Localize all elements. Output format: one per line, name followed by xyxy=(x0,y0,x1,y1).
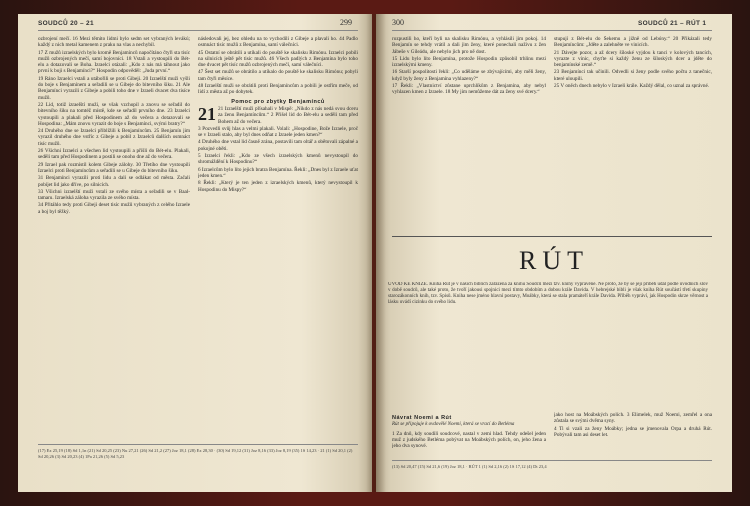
verse-paragraph: 6 Izraelcům bylo líto jejich bratra Benjamína. Řekli: „Dnes byl z Izraele uťat jeden kmen.“ xyxy=(198,166,358,179)
right-running-head: SOUDCŮ 21 – RÚT 1 xyxy=(638,20,707,27)
verse-paragraph xyxy=(198,103,358,125)
header-rule xyxy=(392,30,712,31)
verse-paragraph: 21 Dávejte pozor, a až dcery šíloské vyjdou k tanci v kolových tancích, vyrazte z vinic, chyťte si každý ženu ze šíloských dcer a jděte do benjamínské země.“ xyxy=(554,49,712,69)
verse-paragraph: 47 Šest set mužů se obrátilo a utíkalo do pouště ke skalisku Rimónu; pobyli tam čtyři měsíce. xyxy=(198,69,358,82)
verse-paragraph: následovali jej, bez ohledu na to vychodili z Gibeje a plavali ho. 44 Padlo osmnáct tisíc mužů z Benjamína, samí válečníci. xyxy=(198,36,358,49)
footnote-rule xyxy=(392,460,712,461)
right-page xyxy=(376,14,732,492)
book-introduction: ÚVOD KE KNIZE. Kniha Rút je v našich biblích zařazena za knihu Soudců mezi tzv. knihy vyprávěné. Ne proto, že by se její příběh udál podle úvodních slov v době soudců, ale také proto, že tvoří jakousi spojnici mezi tímto obdobím a dobou krále Davida. V hebrejské bibli je však kniha Rút součástí třetí skupiny starozákonních knih, tzv. Spisů. Kniha nese jméno hlavní postavy, Moábky, která se stala pramáteří krále Davida. Příběh vypráví, jak Hospodin skrze věrnost a lásku uvádí cizinku do svého lidu. xyxy=(388,282,708,305)
verse-paragraph: 5 Izraelci řekli: „Kdo ze všech izraelských kmenů nevystoupil do shromáždění k Hospodinu?“ xyxy=(198,153,358,166)
section-heading: Pomoc pro zbytky Benjamínců xyxy=(231,98,325,105)
right-footnotes: (13) Sd 20,47 (15) Sd 21,6 (19) Joz 18,1 · RÚT 1 (1) Sd 2,16 (2) 1S 17,12 (4) Dt 23,4 xyxy=(392,464,547,469)
verse-paragraph: 29 Izrael pak rozmístil kolem Gibeje zálohy. 30 Třetího dne vystoupili Izraelci proti Benjamíncům a seřadili se u Gibeje do bitevního šiku. xyxy=(38,161,190,174)
header-rule xyxy=(38,30,358,31)
verse-paragraph: 4 Druhého dne vstal lid časně zrána, postavili tam oltář a obětovali zápalné a pokojné oběti. xyxy=(198,139,358,152)
verse-paragraph: ozbrojení mečí. 16 Mezi těmito lidmi bylo sedm set vybraných levákú; každý z nich metal kamenem z praku na vlas a nechybil. xyxy=(38,36,190,49)
section-heading: Návrat Noemi a Rút xyxy=(392,415,452,421)
book-gutter xyxy=(366,14,386,492)
right-column-2 xyxy=(554,36,712,232)
verse-paragraph: 17 Z mužů izraelských bylo kromě Benjamínců napočítáno čtyři sta tisíc mužů ozbrojených mečí, samí bojovníci. 18 Vstali a vystoupili do Bét-elu a dotazovali se Boha. Izraelci otázali: „Kdo z nás má táhnout jako první k boji s Benjamínci?“ Hospodin odpověděl: „Juda první.“ xyxy=(38,49,190,75)
verse-paragraph: 34 Přitáhlo tedy proti Gibeji deset tisíc mužů vybraných z celého Izraele a boj byl těžký. xyxy=(38,202,190,215)
book-title: RÚT xyxy=(519,246,589,275)
verse-paragraph: 26 Všichni Izraelci a všechen lid vystoupili a přišli do Bét-elu. Plakali, seděli tam před Hospodinem a postili se onoho dne až do večera. xyxy=(38,148,190,161)
right-column-4 xyxy=(554,412,712,454)
verse-paragraph: 23 Benjamínci tak učinili. Odvedli si ženy podle svého počtu z tanečnic, které uloupili. xyxy=(554,69,712,82)
verse-paragraph: 4 Ti si vzali za ženy Moábky; jedna se jmenovala Orpa a druhá Rút. Pobývali tam asi deset let. xyxy=(554,425,712,438)
left-page-number: 299 xyxy=(340,18,352,27)
book-divider xyxy=(392,236,712,237)
section-subtitle: Rút se připojuje k ovdovělé Noemi, která se vrací do Betléma xyxy=(392,422,515,428)
chapter-number: 21 xyxy=(198,103,216,124)
verse-paragraph: 25 V oněch dnech nebylo v Izraeli krále. Každý dělal, co uznal za správné. xyxy=(554,83,710,90)
left-column-2 xyxy=(198,36,358,441)
left-page xyxy=(18,14,372,492)
right-column-1 xyxy=(392,36,546,232)
right-column-3 xyxy=(392,412,546,454)
verse-paragraph: 15 Lidu bylo líto Benjamína, protože Hospodin způsobil trhlinu mezi izraelskými kmeny. xyxy=(392,55,546,69)
verse-paragraph: jako host na Moábských polích. 3 Elimelek, muž Noemi, zemřel a ona zůstala se svými dvěma syny. xyxy=(554,412,712,425)
verse-paragraph: 1 Za dnů, kdy soudili soudcové, nastal v zemi hlad. Tehdy odešel jeden muž z judského Betléma pobývat na Moábských polích, on, jeho žena a jeho dva synové. xyxy=(392,430,546,450)
verse-paragraph: 22 Lid, totiž izraelští muži, se však vzchopil a znovu se seřadil do bitevního šiku na tomtéž místě, kde se seřadil prvního dne. 23 Izraelci vystoupili a plakali před Hospodinem až do večera a dotazovali se Hospodina: „Mám znovu vyrazit do boje s Benjamínci, svými bratry?“ xyxy=(38,101,190,127)
verse-paragraph: 17 Řekli: „Vlastnictví zůstane uprchlíkům z Benjamína, aby nebyl vyhlazen kmen z Izraele. 18 My jim nemůžeme dát za ženy své dcery.“ xyxy=(392,83,546,96)
verse-paragraph: 48 Izraelští muži se obrátili proti Benjamíncům a pobili je ostřím meče, od lidí z města až po dobytek. xyxy=(198,83,358,96)
verse-paragraph: 3 Pozvedli svůj hlas a velmi plakali. Volali: „Hospodine, Bože Izraele, proč se v Izraeli stalo, aby byl dnes odňat z Izraele jeden kmen?“ xyxy=(198,125,358,139)
verse-text: 21 Izraelští muži přísahali v Mispě: „Nikdo z nás nedá svou dceru za ženu Benjamíncům.“ 2 Přišel lid do Bét-elu a seděli tam před Bohem až do večera. xyxy=(218,105,358,125)
footnote-rule xyxy=(38,444,358,445)
verse-paragraph: rozpustili ho, kteří byli na skalisku Rimónu, a vyhlásili jim pokoj. 14 Benjamín se tehdy vrátil a dali jim ženy, které ponechali naživu z žen Jábeše v Gileádu, ale nebylo jich pro ně dost. xyxy=(392,36,546,55)
verse-paragraph: 8 Řekli: „Který je ten jeden z izraelských kmenů, který nevystoupil k Hospodinu do Mispy?“ xyxy=(198,180,358,193)
verse-paragraph: 31 Benjamínci vyrazili proti lidu a dali se odlákat od města. Začali pobíjet lid jako dříve, po silnicích. xyxy=(38,175,190,188)
verse-paragraph: 16 Starší pospolitosti řekli: „Co uděláme se zbývajícími, aby měli ženy, když byly ženy z Benjamína vyhlazeny?“ xyxy=(392,69,546,82)
left-column-1 xyxy=(38,36,190,441)
right-page-number: 300 xyxy=(392,18,404,27)
verse-paragraph: 45 Ostatní se obrátili a utíkali do pouště ke skalisku Rimónu. Izraelci pobili na silnicích ještě pět tisíc mužů. 46 Všech padlých z Benjamína bylo toho dne dvacet pět tisíc mužů ozbrojených mečí, samí válečníci. xyxy=(198,49,358,69)
left-footnotes: (17) Ex 25,19 (18) Sd 1,1n (21) Sd 20,25 (23) Nu 27,21 (26) Sd 21,2 (27) Joz 18,1 (28) Ex 28,30 · (30) Sd 19,12 (31) Joz 8,16 (33) Joz 8,19 (35) 1S 14,23 · 21 (1) Sd 20,1 (2) Sd 20,26 (3) Sd 20,23 (4) 1Pa 21,26 (5) Sd 5,23 xyxy=(38,448,353,459)
verse-paragraph: 19 Ráno Izraelci vstali a utábořili se proti Gibeji. 20 Izraelští muži vyšli do boje s Benjamínem a seřadili se u Gibeje do bitevního šiku. 21 Ale Benjamínci vyrazili z Gibeje a pobili toho dne v Izraeli dvacet dva tisíce mužů. xyxy=(38,75,190,101)
verse-paragraph: 33 Všichni izraelští muži vstali ze svého místa a seřadili se v Baal-tamaru. Izraelská záloha vyrazila ze svého místa. xyxy=(38,188,190,202)
left-running-head: SOUDCŮ 20 – 21 xyxy=(38,20,94,27)
verse-paragraph: stupují z Bét-elu do Šekemu a jižně od Lebóny.“ 20 Přikázali tedy Benjamíncům: „Jděte a zalehněte ve vinicích. xyxy=(554,36,712,49)
verse-paragraph: 24 Druhého dne se Izraelci přiblížili k Benjamíncům. 25 Benjamín jim vyrazil druhého dne vstříc z Gibeje a pobil z Izraelců dalších osmnáct tisíc mužů. xyxy=(38,128,190,147)
